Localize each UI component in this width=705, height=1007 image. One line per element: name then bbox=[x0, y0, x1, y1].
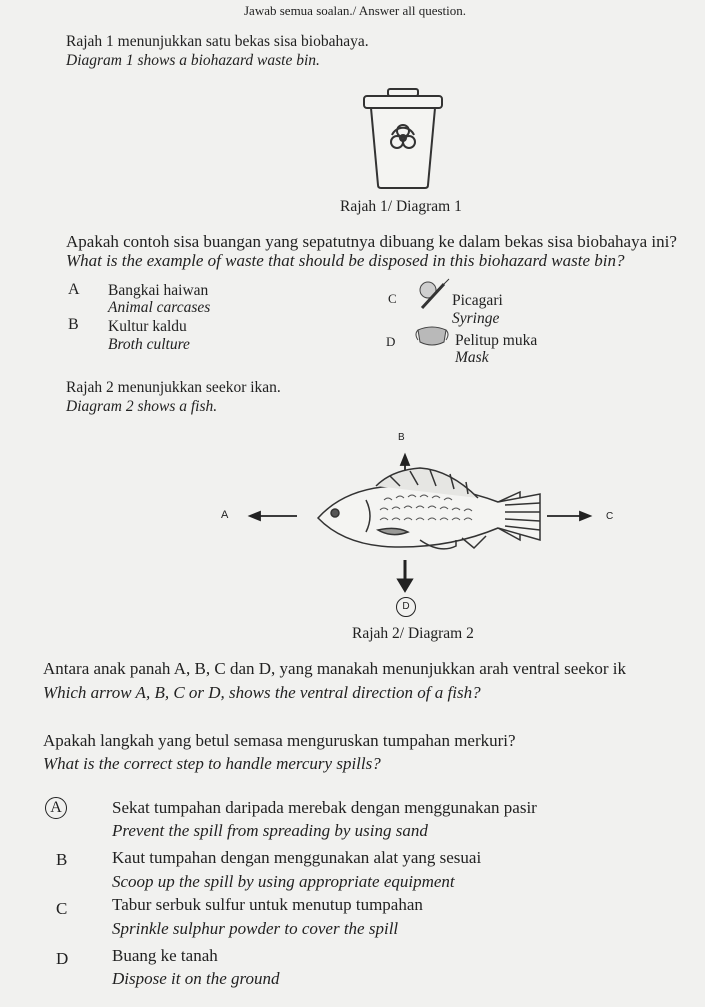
q1-option-c-en: Syringe bbox=[452, 310, 500, 327]
arrow-c-label: C bbox=[606, 511, 614, 522]
fish-icon bbox=[318, 468, 540, 549]
q3-option-b-en: Scoop up the spill by using appropriate equipment bbox=[112, 872, 455, 891]
diagram-2-caption: Rajah 2/ Diagram 2 bbox=[352, 625, 474, 642]
page-instruction: Jawab semua soalan./ Answer all question. bbox=[244, 3, 467, 18]
q1-option-a-en: Animal carcases bbox=[108, 299, 211, 316]
q3-option-b-ms: Kaut tumpahan dengan menggunakan alat yang sesuai bbox=[112, 848, 482, 867]
q1-option-d-letter[interactable]: D bbox=[386, 334, 396, 349]
q2-question-en: Which arrow A, B, C or D, shows the ventral direction of a fish? bbox=[43, 683, 481, 702]
q2-intro-en: Diagram 2 shows a fish. bbox=[66, 398, 218, 415]
arrow-a bbox=[250, 512, 297, 520]
q3-question-en: What is the correct step to handle mercury spills? bbox=[43, 754, 381, 773]
q1-intro-en: Diagram 1 shows a biohazard waste bin. bbox=[66, 52, 320, 69]
q1-option-b-en: Broth culture bbox=[108, 336, 190, 353]
diagram-1-caption: Rajah 1/ Diagram 1 bbox=[340, 198, 462, 215]
q1-option-a-ms: Bangkai haiwan bbox=[108, 282, 209, 299]
q3-option-b-letter[interactable]: B bbox=[56, 850, 68, 869]
q3-option-d-letter[interactable]: D bbox=[56, 949, 69, 968]
q3-option-c-en: Sprinkle sulphur powder to cover the spill bbox=[112, 919, 399, 938]
q1-option-a-letter[interactable]: A bbox=[68, 281, 80, 298]
q3-option-c-ms: Tabur serbuk sulfur untuk menutup tumpahan bbox=[112, 895, 423, 914]
q1-option-c-ms: Picagari bbox=[452, 292, 503, 309]
q1-option-b-ms: Kultur kaldu bbox=[108, 318, 187, 335]
q2-intro-ms: Rajah 2 menunjukkan seekor ikan. bbox=[66, 379, 281, 396]
q3-option-a-letter[interactable]: A bbox=[45, 797, 67, 819]
arrow-b-label: B bbox=[398, 432, 405, 443]
q3-option-c-letter[interactable]: C bbox=[56, 899, 68, 918]
q1-option-d-ms: Pelitup muka bbox=[455, 332, 538, 349]
arrow-d bbox=[399, 560, 411, 590]
arrow-a-label: A bbox=[221, 509, 229, 521]
q1-question-en: What is the example of waste that should be disposed in this biohazard waste bin? bbox=[66, 251, 625, 270]
q2-question-ms: Antara anak panah A, B, C dan D, yang manakah menunjukkan arah ventral seekor ik bbox=[43, 659, 627, 678]
q3-option-a-ms: Sekat tumpahan daripada merebak dengan menggunakan pasir bbox=[112, 798, 537, 817]
q1-option-d-en: Mask bbox=[455, 349, 489, 366]
q3-question-ms: Apakah langkah yang betul semasa menguruskan tumpahan merkuri? bbox=[43, 731, 516, 750]
arrow-c bbox=[547, 512, 590, 520]
arrow-d-label: D bbox=[396, 597, 416, 617]
q3-option-a-en: Prevent the spill from spreading by using sand bbox=[112, 821, 428, 840]
q1-option-b-letter[interactable]: B bbox=[68, 316, 79, 333]
q1-option-c-letter[interactable]: C bbox=[388, 291, 397, 306]
q1-intro-ms: Rajah 1 menunjukkan satu bekas sisa biobahaya. bbox=[66, 33, 369, 50]
q3-option-d-ms: Buang ke tanah bbox=[112, 946, 218, 965]
q1-question-ms: Apakah contoh sisa buangan yang sepatutnya dibuang ke dalam bekas sisa biobahaya ini? bbox=[66, 232, 677, 251]
q3-option-d-en: Dispose it on the ground bbox=[112, 969, 280, 988]
